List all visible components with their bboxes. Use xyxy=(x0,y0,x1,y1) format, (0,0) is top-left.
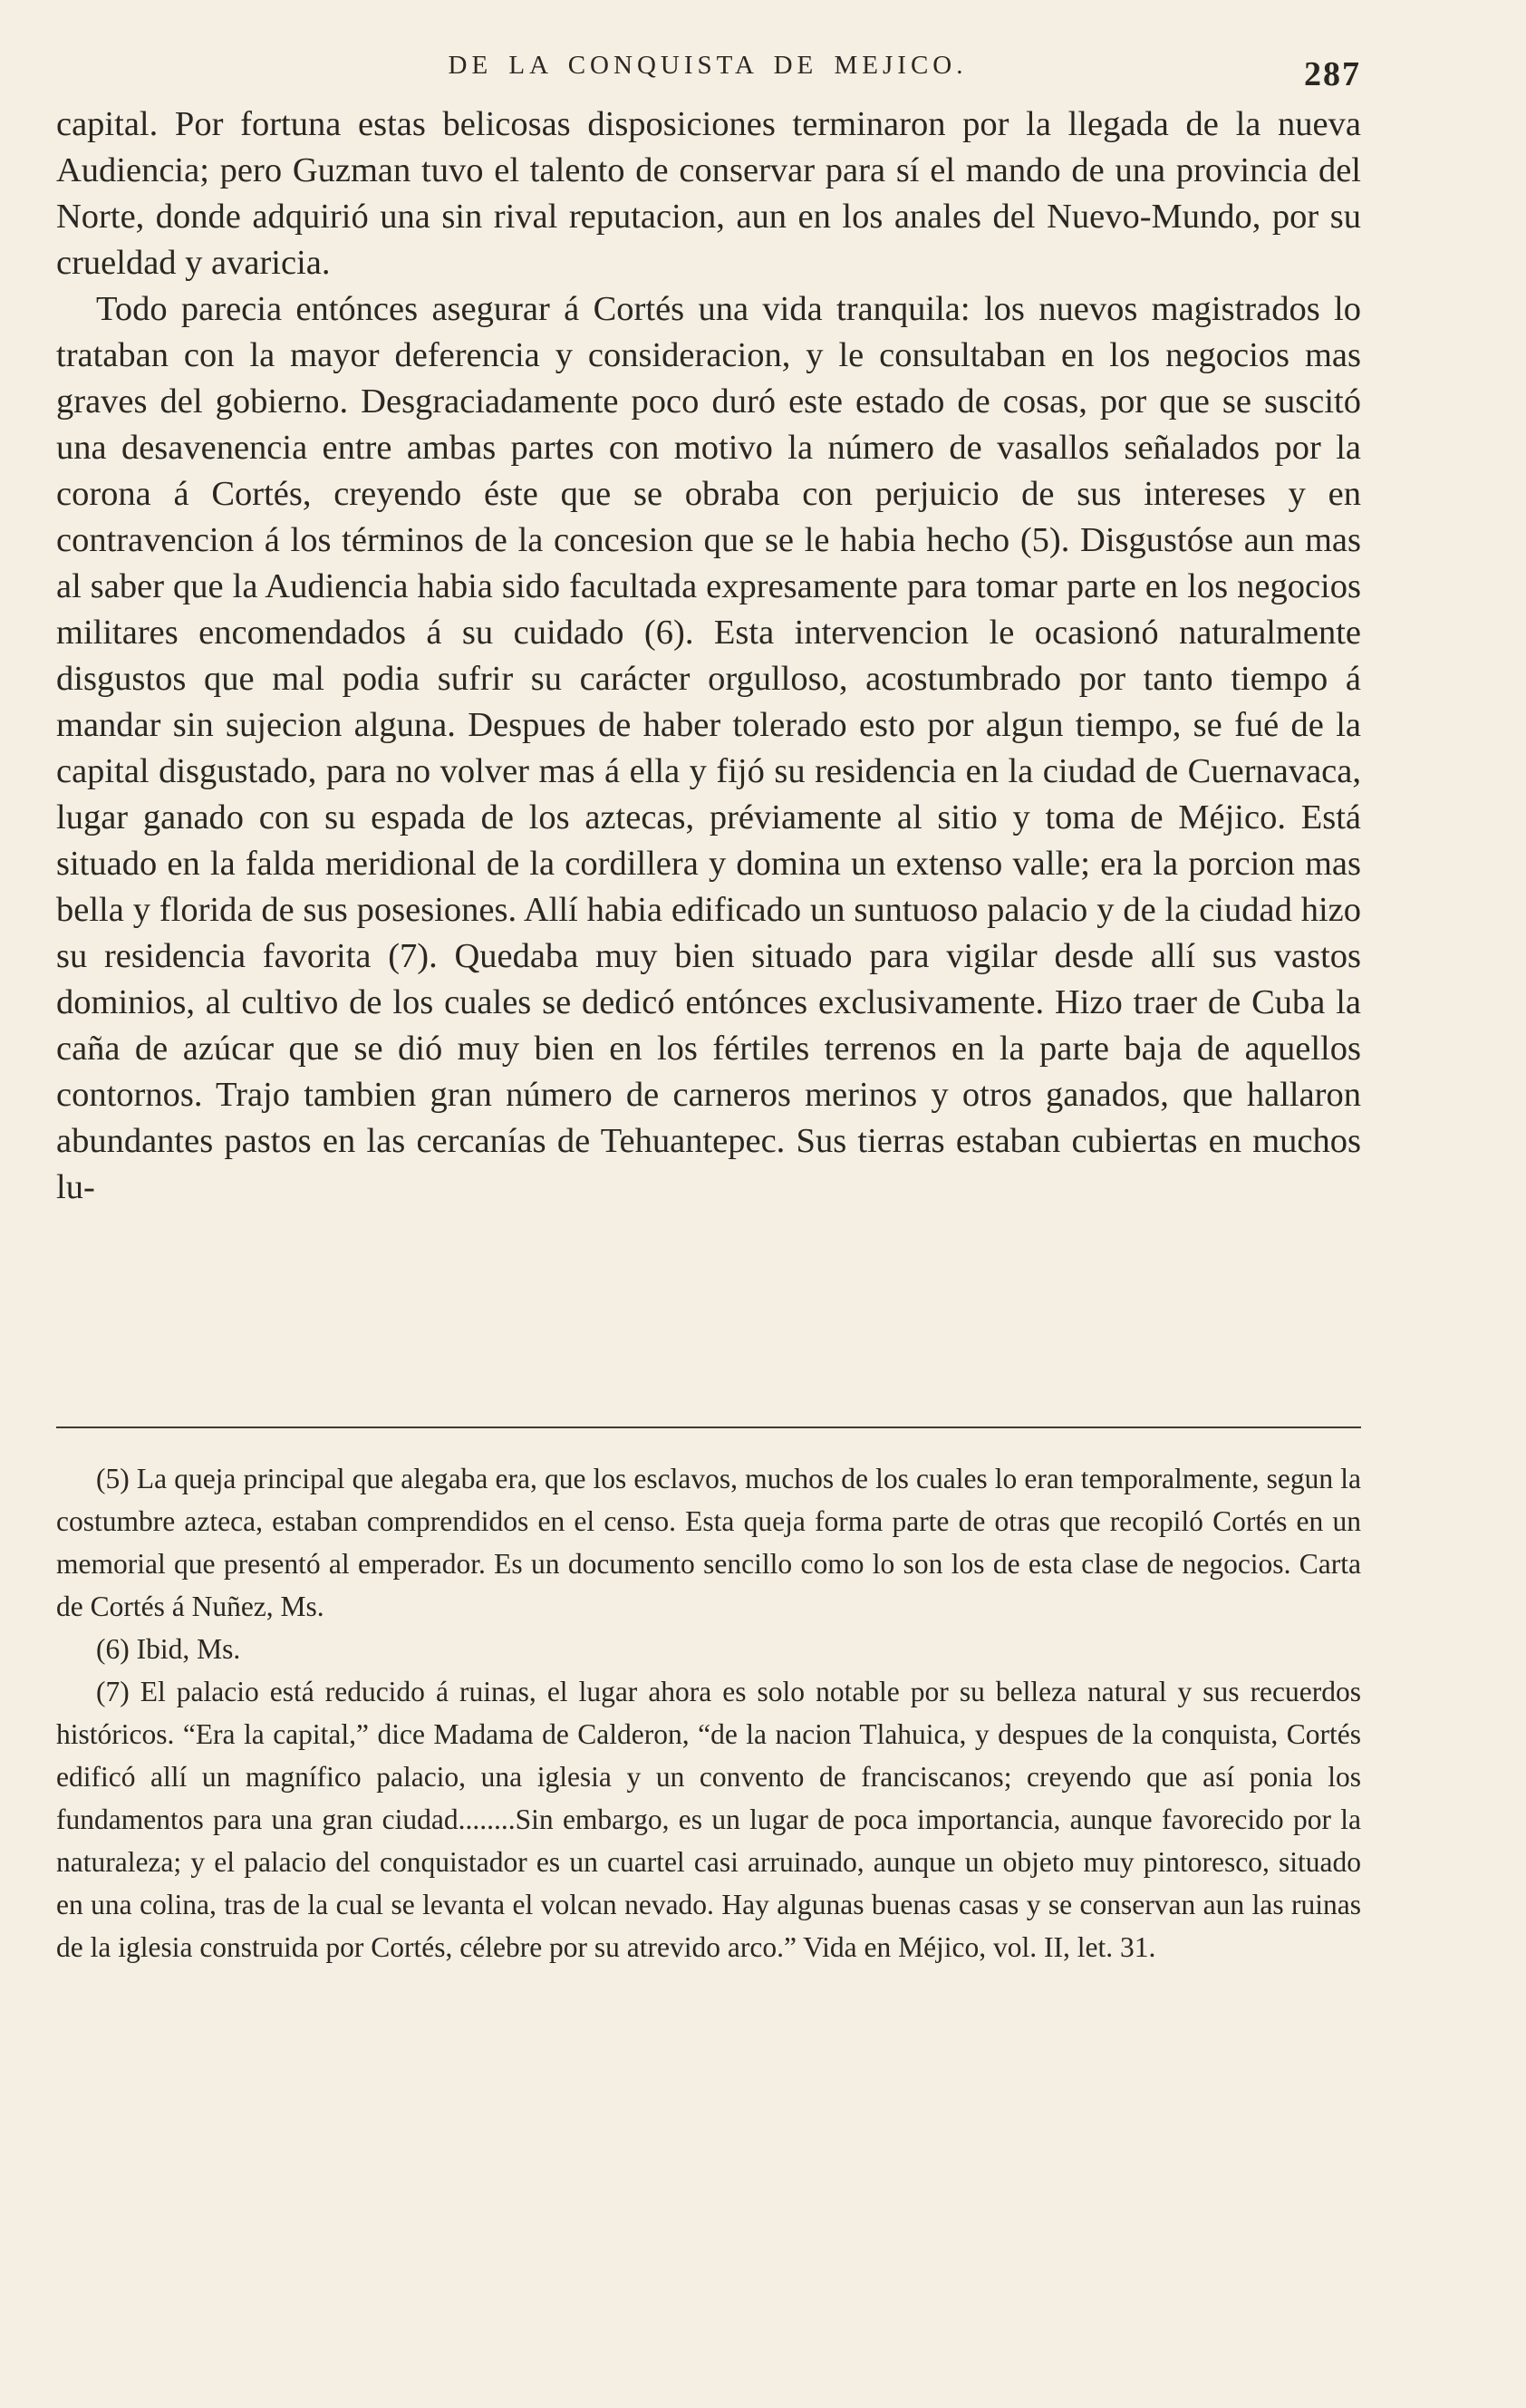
running-title: DE LA CONQUISTA DE MEJICO. xyxy=(448,51,968,80)
footnote-divider xyxy=(56,1426,1361,1428)
footnote-6 xyxy=(56,1628,1361,1670)
footnotes xyxy=(56,1457,1361,1968)
body-paragraph: Todo parecia entónces asegurar á Cortés una vida tranquila: los nuevos magistrados lo trataban con la mayor deferencia y consideracion, y le consultaban en los negocios mas graves del gobierno. Desgraciadamente poco duró este estado de cosas, por que se suscitó una desavenencia entre ambas partes con motivo la número de vasallos señalados por la corona á Cortés, creyendo éste que se obraba con perjuicio de sus intereses y en contravencion á los términos de la concesion que se le habia hecho (5). Disgustóse aun mas al saber que la Audiencia habia sido facultada expresamente para tomar parte en los negocios militares encomendados á su cuidado (6). Esta intervencion le ocasionó naturalmente disgustos que mal podia sufrir su carácter orgulloso, acostumbrado por tanto tiempo á mandar sin sujecion alguna. Despues de haber tolerado esto por algun tiempo, se fué de la capital disgustado, para no volver mas á ella y fijó su residencia en la ciudad de Cuernavaca, lugar ganado con su espada de los aztecas, préviamente al sitio y toma de Méjico. Está situado en la falda meridional de la cordillera y domina un extenso valle; era la porcion mas bella y florida de sus posesiones. Allí habia edificado un suntuoso palacio y de la ciudad hizo su residencia favorita (7). Quedaba muy bien situado para vigilar desde allí sus vastos dominios, al cultivo de los cuales se dedicó entónces exclusivamente. Hizo traer de Cuba la caña de azúcar que se dió muy bien en los fértiles terrenos en la parte baja de aquellos contornos. Trajo tambien gran número de carneros merinos y otros ganados, que hallaron abundantes pastos en las cercanías de Tehuantepec. Sus tierras estaban cubiertas en muchos lu- xyxy=(56,290,1361,1206)
page-number: 287 xyxy=(1304,55,1361,93)
footnote-text: El palacio está reducido á ruinas, el lugar ahora es solo notable por su belleza natural y sus recuerdos históricos. “Era la capital,” dice Madama de Calderon, “de la nacion Tlahuica, y despues de la conquista, Cortés edificó allí un magnífico palacio, una iglesia y un convento de franciscanos; creyendo que así ponia los fundamentos para una gran ciudad........Sin embargo, es un lugar de poca importancia, aunque favorecido por la naturaleza; y el palacio del conquistador es un cuartel casi arruinado, aunque un objeto muy pintoresco, situado en una colina, tras de la cual se levanta el volcan nevado. Hay algunas buenas casas y se conservan aun las ruinas de la iglesia construida por Cortés, célebre por su atrevido arco.” Vida en Méjico, vol. II, let. 31. xyxy=(56,1676,1361,1963)
running-head xyxy=(54,51,1361,96)
footnote-text: Ibid, Ms. xyxy=(136,1633,241,1665)
footnote-number: (7) xyxy=(96,1676,130,1707)
footnote-text: La queja principal que alegaba era, que los esclavos, muchos de los cuales lo eran temporalmente, segun la costumbre azteca, estaban comprendidos en el censo. Esta queja forma parte de otras que recopiló Cortés en un memorial que presentó al emperador. Es un documento sencillo como lo son los de esta clase de negocios. Carta de Cortés á Nuñez, Ms. xyxy=(56,1463,1362,1622)
body-paragraph-continuation: capital. Por fortuna estas belicosas disposiciones terminaron por la llegada de la nueva Audiencia; pero Guzman tuvo el talento de conservar para sí el mando de una provincia del Norte, donde adquirió una sin rival reputacion, aun en los anales del Nuevo-Mundo, por su crueldad y avaricia. xyxy=(56,105,1361,282)
footnote-number: (5) xyxy=(96,1463,130,1494)
footnote-7 xyxy=(56,1670,1361,1968)
main-text xyxy=(56,102,1361,1211)
footnote-5 xyxy=(56,1457,1361,1628)
footnote-number: (6) xyxy=(96,1633,130,1665)
